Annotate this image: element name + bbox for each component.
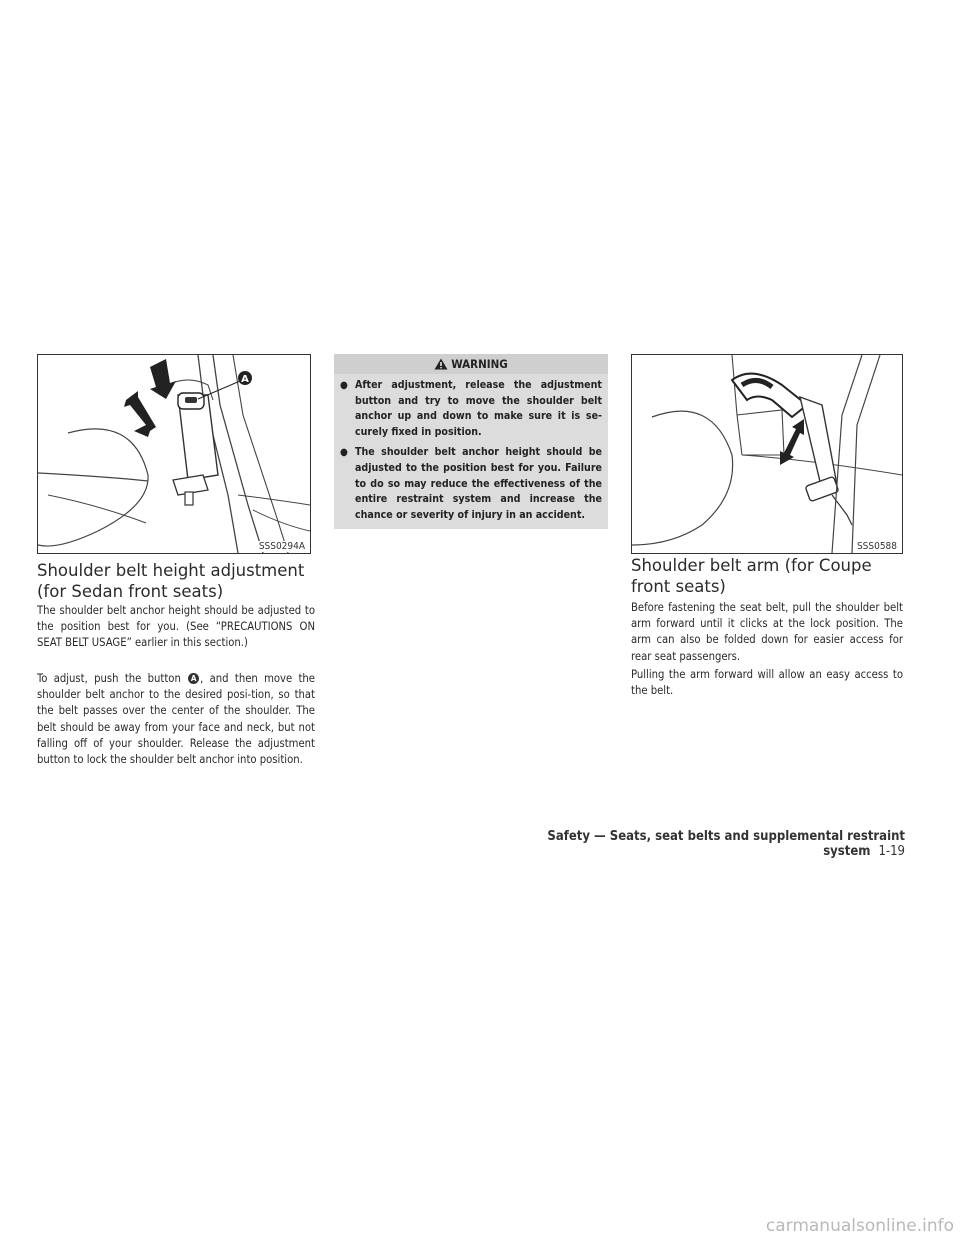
warning-title: WARNING [451,357,508,371]
bullet-icon: ● [340,447,348,459]
watermark: carmanualsonline.info [765,1216,954,1236]
belt-arm-illustration [632,355,902,553]
adjust-text-end: , and then move the shoulder belt anchor to the desired posi-tion, so that the belt passes over the center of the shoulder. The belt should be away from your face and neck, but not falling off of your shoulder. Release the adjustment button to lock the shoulder belt anchor into position. [37,672,316,767]
warning-list [340,378,602,528]
section-heading-sedan: Shoulder belt height adjustment (for Sedan front seats) [37,561,305,601]
adjust-text-start: To adjust, push the button [37,672,188,685]
belt-height-illustration [38,355,310,553]
warning-triangle-icon [434,358,448,370]
paragraph-anchor-height: The shoulder belt anchor height should be adjusted to the position best for you. (See “PRECAUTIONS ON SEAT BELT USAGE” earlier in this section.) [37,604,315,650]
warning-item [340,445,602,523]
callout-a-icon: A [188,673,199,684]
warning-item-text: The shoulder belt anchor height should be adjusted to the position best for you. Failure to do so may reduce the effectiveness of the entire restraint system and increase the chance or severity of injury in an accident. [355,446,602,521]
paragraph-belt-arm: Before fastening the seat belt, pull the shoulder belt arm forward until it clicks at the lock position. The arm can also be folded down for easier access for rear seat passengers. [631,601,903,663]
page-number: 1-19 [878,844,905,859]
paragraph-arm-forward: Pulling the arm forward will allow an easy access to the belt. [631,668,903,698]
figure-code: SSS0294A [256,541,308,552]
warning-item [340,378,602,440]
footer-section-title: Safety — Seats, seat belts and supplemental restraint system [547,829,905,859]
figure-shoulder-belt-height [37,354,311,554]
warning-box [334,354,608,529]
figure-code: SSS0588 [854,541,900,552]
warning-header [334,354,608,374]
bullet-icon: ● [340,380,348,391]
section-heading-coupe: Shoulder belt arm (for Coupe front seats) [631,556,872,596]
paragraph-adjust-steps [37,671,315,768]
figure-shoulder-belt-arm [631,354,903,554]
callout-a-label: A [241,374,249,385]
page-footer [480,829,905,859]
warning-item-text: After adjustment, release the adjustment button and try to move the shoulder belt anchor up and down to make sure it is se-curely fixed in position. [355,379,602,438]
